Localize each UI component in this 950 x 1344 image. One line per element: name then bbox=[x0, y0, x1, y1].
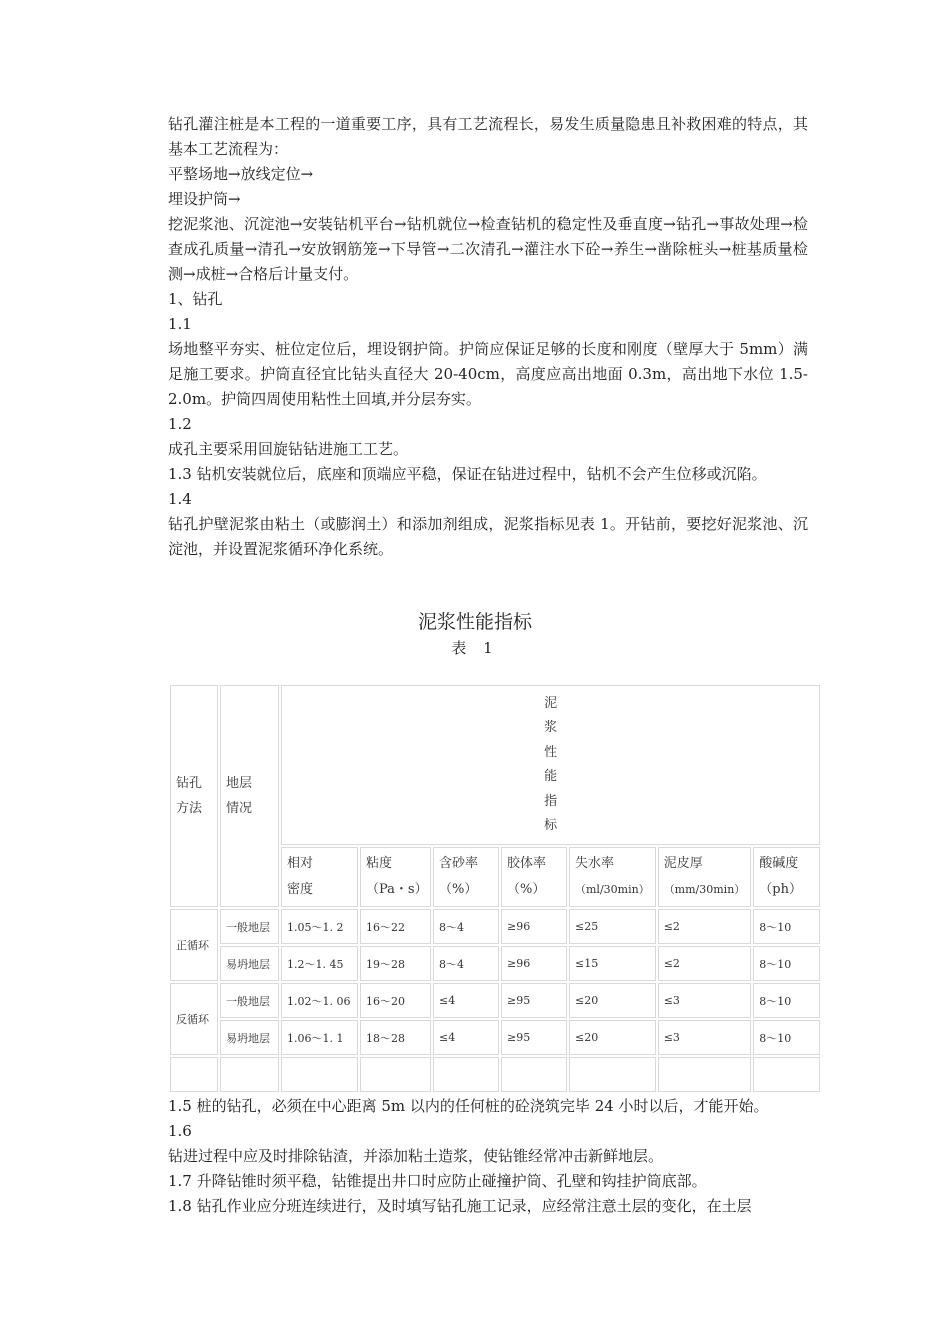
header-layer: 地层情况 bbox=[220, 685, 279, 907]
table-subtitle: 表 1 bbox=[451, 639, 499, 657]
item-paragraph: 1.7 升降钻锥时须平稳，钻锥提出井口时应防止碰撞护筒、孔壁和钩挂护筒底部。 bbox=[168, 1172, 707, 1190]
subheader-water-loss: 失水率 （ml/30min） bbox=[569, 847, 656, 907]
subheader-sand: 含砂率 （%） bbox=[433, 847, 499, 907]
empty-cell bbox=[569, 1057, 656, 1092]
item-number: 1.2 bbox=[168, 415, 192, 433]
intro-paragraph: 钻孔灌注桩是本工程的一道重要工序，具有工艺流程长，易发生质量隐患且补救困难的特点，其基本工艺流程为： bbox=[168, 115, 808, 158]
empty-cell bbox=[501, 1057, 567, 1092]
value-cell: ≤20 bbox=[569, 983, 656, 1018]
process-line-1: 平整场地→放线定位→ bbox=[168, 165, 314, 183]
value-cell: ≥95 bbox=[501, 983, 567, 1018]
header-method: 钻孔方法 bbox=[170, 685, 218, 907]
value-cell: 8～10 bbox=[753, 983, 820, 1018]
layer-cell: 一般地层 bbox=[220, 983, 279, 1018]
table-row bbox=[170, 909, 820, 944]
value-cell: ≥95 bbox=[501, 1020, 567, 1055]
body-text-bottom bbox=[168, 1094, 808, 1219]
item-paragraph: 1.3 钻机安装就位后，底座和顶端应平稳，保证在钻进过程中，钻机不会产生位移或沉陷。 bbox=[168, 465, 767, 483]
value-cell: ≤3 bbox=[658, 983, 752, 1018]
empty-cell bbox=[433, 1057, 499, 1092]
value-cell: ≤4 bbox=[433, 1020, 499, 1055]
empty-cell bbox=[753, 1057, 820, 1092]
value-cell: 8～10 bbox=[753, 946, 820, 981]
value-cell: 1.05～1. 2 bbox=[281, 909, 358, 944]
process-line-3: 挖泥浆池、沉淀池→安装钻机平台→钻机就位→检查钻机的稳定性及垂直度→钻孔→事故处理→检查成孔质量→清孔→安放钢筋笼→下导管→二次清孔→灌注水下砼→养生→凿除桩头→桩基质量检测→成桩→合格后计量支付。 bbox=[168, 215, 808, 283]
subheader-colloid: 胶体率 （%） bbox=[501, 847, 567, 907]
value-cell: ≤4 bbox=[433, 983, 499, 1018]
method-cell: 反循环 bbox=[170, 983, 218, 1055]
value-cell: 8～4 bbox=[433, 909, 499, 944]
value-cell: 19～28 bbox=[360, 946, 431, 981]
subheader-ph: 酸碱度 （ph） bbox=[753, 847, 820, 907]
value-cell: ≤2 bbox=[658, 909, 752, 944]
value-cell: 8～10 bbox=[753, 1020, 820, 1055]
value-cell: 8～10 bbox=[753, 909, 820, 944]
value-cell: 18～28 bbox=[360, 1020, 431, 1055]
subheader-cake: 泥皮厚 （mm/30min） bbox=[658, 847, 752, 907]
header-group: 泥 浆 性 能 指 标 bbox=[281, 685, 820, 845]
item-paragraph: 钻孔护壁泥浆由粘土（或膨润土）和添加剂组成，泥浆指标见表 1。开钻前，要挖好泥浆池、沉淀池，并设置泥浆循环净化系统。 bbox=[168, 515, 808, 558]
value-cell: ≤25 bbox=[569, 909, 656, 944]
empty-cell bbox=[281, 1057, 358, 1092]
subheader-viscosity: 粘度 （Pa・s） bbox=[360, 847, 431, 907]
value-cell: 1.2～1. 45 bbox=[281, 946, 358, 981]
value-cell: ≥96 bbox=[501, 909, 567, 944]
table-title: 泥浆性能指标 bbox=[417, 611, 532, 633]
value-cell: 1.06～1. 1 bbox=[281, 1020, 358, 1055]
item-paragraph: 场地整平夯实、桩位定位后，埋设钢护筒。护筒应保证足够的长度和刚度（壁厚大于 5mm）满足施工要求。护筒直径宜比钻头直径大 20-40cm，高度应高出地面 0.3m，高出地下水位 1.5-2.0m。护筒四周使用粘性土回填,并分层夯实。 bbox=[168, 340, 808, 408]
table-empty-row bbox=[170, 1057, 820, 1092]
empty-cell bbox=[170, 1057, 218, 1092]
value-cell: ≤3 bbox=[658, 1020, 752, 1055]
layer-cell: 一般地层 bbox=[220, 909, 279, 944]
layer-cell: 易坍地层 bbox=[220, 946, 279, 981]
item-paragraph: 1.8 钻孔作业应分班连续进行，及时填写钻孔施工记录，应经常注意土层的变化，在土层 bbox=[168, 1197, 752, 1215]
item-number: 1.6 bbox=[168, 1122, 192, 1140]
item-paragraph: 1.5 桩的钻孔，必须在中心距离 5m 以内的任何桩的砼浇筑完毕 24 小时以后，才能开始。 bbox=[168, 1097, 769, 1115]
layer-cell: 易坍地层 bbox=[220, 1020, 279, 1055]
value-cell: ≤20 bbox=[569, 1020, 656, 1055]
process-line-2: 埋设护筒→ bbox=[168, 190, 241, 208]
value-cell: ≤2 bbox=[658, 946, 752, 981]
table-row bbox=[170, 946, 820, 981]
table-row bbox=[170, 1020, 820, 1055]
item-number: 1.1 bbox=[168, 315, 192, 333]
value-cell: ≥96 bbox=[501, 946, 567, 981]
empty-cell bbox=[360, 1057, 431, 1092]
item-paragraph: 成孔主要采用回旋钻钻进施工工艺。 bbox=[168, 440, 409, 458]
value-cell: ≤15 bbox=[569, 946, 656, 981]
empty-cell bbox=[220, 1057, 279, 1092]
body-text-top bbox=[168, 112, 808, 562]
method-cell: 正循环 bbox=[170, 909, 218, 981]
table-row bbox=[170, 983, 820, 1018]
empty-cell bbox=[658, 1057, 752, 1092]
mud-properties-table bbox=[168, 683, 822, 1094]
item-paragraph: 钻进过程中应及时排除钻渣，并添加粘土造浆，使钻锥经常冲击新鲜地层。 bbox=[168, 1147, 664, 1165]
value-cell: 8～4 bbox=[433, 946, 499, 981]
item-number: 1.4 bbox=[168, 490, 192, 508]
section-heading: 1、钻孔 bbox=[168, 290, 223, 308]
value-cell: 16～20 bbox=[360, 983, 431, 1018]
subheader-density: 相对 密度 bbox=[281, 847, 358, 907]
value-cell: 1.02～1. 06 bbox=[281, 983, 358, 1018]
value-cell: 16～22 bbox=[360, 909, 431, 944]
